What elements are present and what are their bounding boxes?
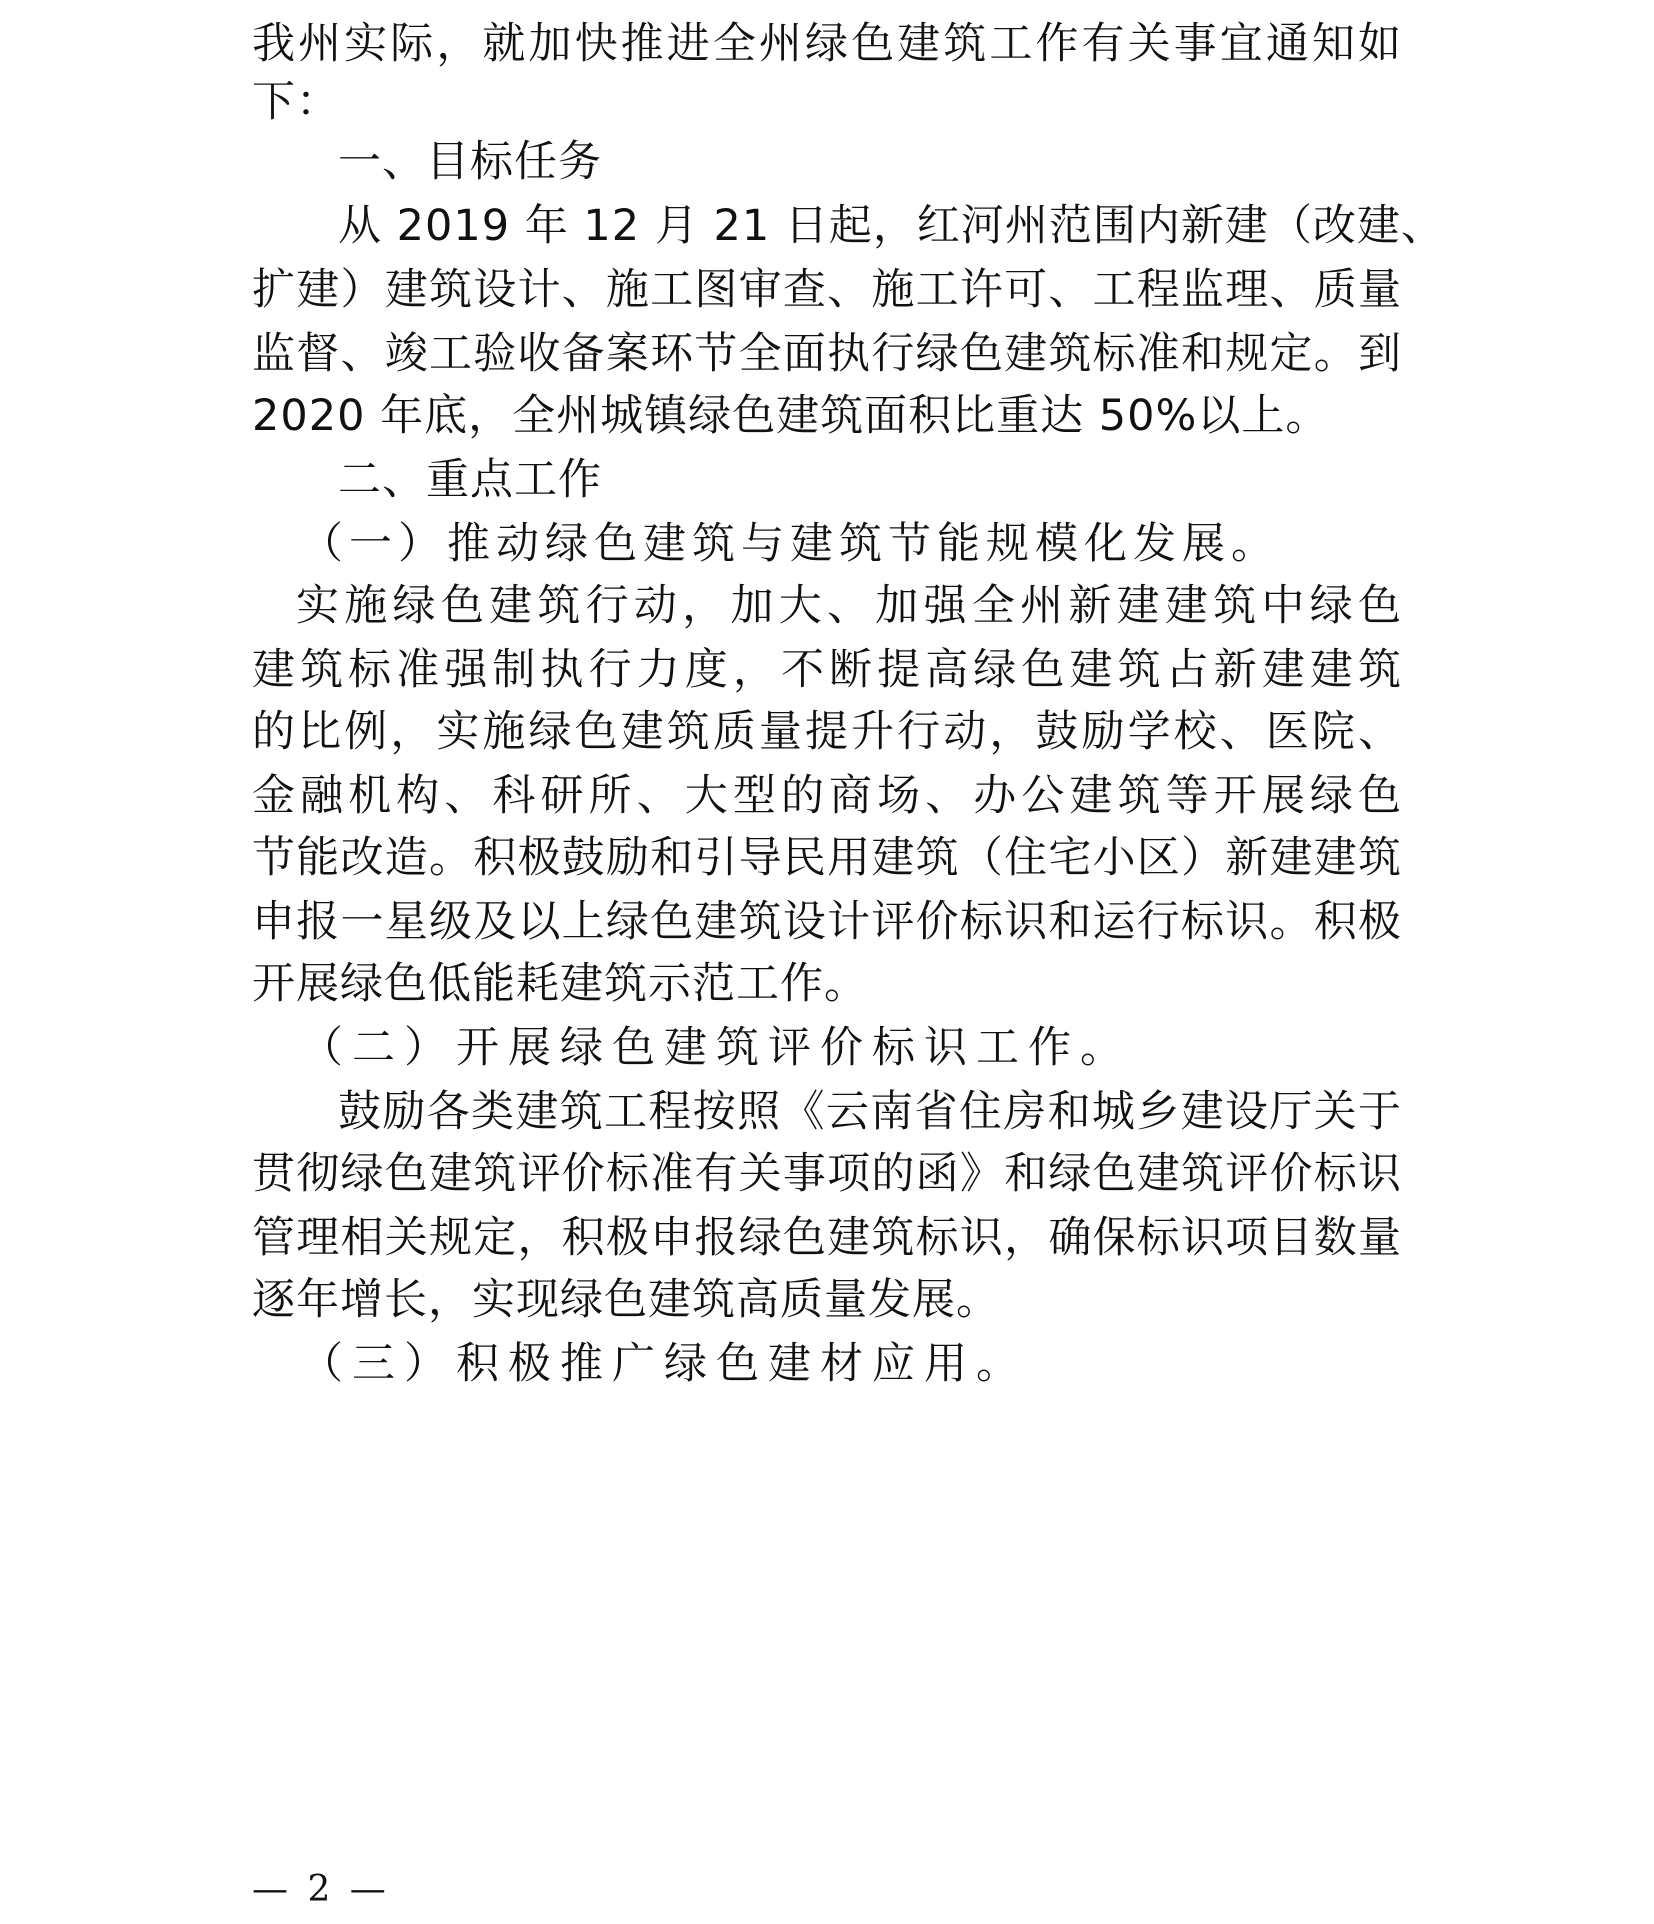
subsection-heading-3: （三）积极推广绿色建材应用。 [300, 1339, 1028, 1389]
body-text-line: 我州实际，就加快推进全州绿色建筑工作有关事宜通知如 [252, 19, 1402, 69]
body-text-line: 监督、竣工验收备案环节全面执行绿色建筑标准和规定。到 [252, 329, 1402, 379]
body-text-line: 管理相关规定，积极申报绿色建筑标识，确保标识项目数量 [252, 1213, 1402, 1263]
subsection-heading-1: （一）推动绿色建筑与建筑节能规模化发展。 [300, 519, 1280, 569]
body-text-line: 节能改造。积极鼓励和引导民用建筑（住宅小区）新建建筑 [252, 833, 1402, 883]
body-text-line: 贯彻绿色建筑评价标准有关事项的函》和绿色建筑评价标识 [252, 1149, 1402, 1199]
body-text-line: 金融机构、科研所、大型的商场、办公建筑等开展绿色 [252, 771, 1402, 821]
body-text-line: 建筑标准强制执行力度，不断提高绿色建筑占新建建筑 [252, 645, 1402, 695]
body-text-line: 鼓励各类建筑工程按照《云南省住房和城乡建设厅关于 [338, 1087, 1402, 1137]
body-text-line: 从 2019 年 12 月 21 日起，红河州范围内新建（改建、 [338, 201, 1445, 251]
body-text-line: 开展绿色低能耗建筑示范工作。 [252, 959, 868, 1009]
body-text-line: 扩建）建筑设计、施工图审查、施工许可、工程监理、质量 [252, 265, 1402, 315]
body-text-line: 实施绿色建筑行动，加大、加强全州新建建筑中绿色 [296, 581, 1402, 631]
body-text-line: 2020 年底，全州城镇绿色建筑面积比重达 50%以上。 [252, 391, 1330, 441]
page-number: — 2 — [252, 1869, 390, 1910]
body-text-line: 申报一星级及以上绿色建筑设计评价标识和运行标识。积极 [252, 897, 1402, 947]
subsection-heading-2: （二）开展绿色建筑评价标识工作。 [300, 1023, 1132, 1073]
body-text-line: 的比例，实施绿色建筑质量提升行动，鼓励学校、医院、 [252, 707, 1402, 757]
body-text-line: 下： [252, 77, 340, 127]
body-text-line: 逐年增长，实现绿色建筑高质量发展。 [252, 1275, 1000, 1325]
section-heading-goals: 一、目标任务 [338, 137, 602, 187]
section-heading-key-work: 二、重点工作 [338, 455, 602, 505]
